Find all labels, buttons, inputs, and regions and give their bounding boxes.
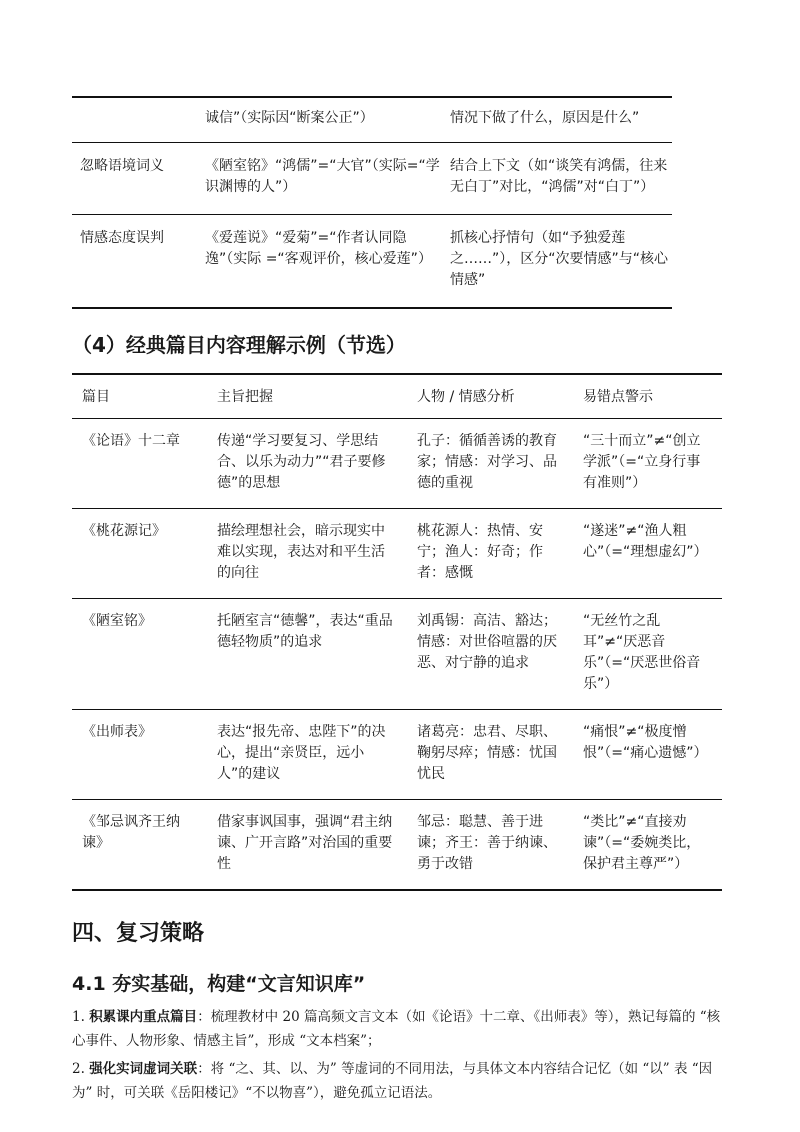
header-theme: 主旨把握 bbox=[207, 374, 407, 419]
list-item bbox=[72, 1057, 722, 1105]
pitfall-cell: “类比”≠“直接劝谏”（=“委婉类比，保护君主尊严”） bbox=[583, 814, 701, 872]
table-row bbox=[72, 419, 722, 509]
classic-texts-table bbox=[72, 373, 722, 891]
character-cell: 邹忌：聪慧、善于进谏；齐王：善于纳谏、勇于改错 bbox=[417, 814, 557, 872]
character-cell: 孔子：循循善诱的教育家；情感：对学习、品德的重视 bbox=[407, 419, 573, 509]
list-item-lead: 强化实词虚词关联 bbox=[89, 1061, 198, 1077]
title-cell: 《出师表》 bbox=[72, 710, 207, 800]
table-row bbox=[72, 599, 722, 710]
example-cell: 《爱莲说》“爱菊”=“作者认同隐逸”（实际 =“客观评价，核心爱莲”） bbox=[197, 215, 442, 309]
character-cell: 桃花源人：热情、安宁；渔人：好奇；作者：感慨 bbox=[407, 509, 573, 599]
subsection-4-1-heading: 4.1 夯实基础，构建“文言知识库” bbox=[72, 973, 366, 995]
section-4-heading: （4）经典篇目内容理解示例（节选） bbox=[72, 333, 406, 357]
table-header-row bbox=[72, 374, 722, 419]
pitfall-cell: “三十而立”≠“创立学派”（=“立身行事有准则”） bbox=[573, 419, 722, 509]
table-row bbox=[72, 710, 722, 800]
table-row bbox=[72, 509, 722, 599]
pitfall-cell: “遂迷”≠“渔人粗心”（=“理想虚幻”） bbox=[573, 509, 722, 599]
list-item-text: ：将 “之、其、以、为” 等虚词的不同用法，与具体文本内容结合记忆（如 “以” 表 “因为” 时，可关联《岳阳楼记》“不以物喜”），避免孤立记语法。 bbox=[72, 1061, 713, 1101]
theme-cell: 描绘理想社会，暗示现实中难以实现，表达对和平生活的向往 bbox=[207, 509, 407, 599]
header-title: 篇目 bbox=[72, 374, 207, 419]
method-cell: 结合上下文（如“谈笑有鸿儒，往来无白丁”对比，“鸿儒”对“白丁”） bbox=[442, 143, 672, 215]
list-number: 1. bbox=[72, 1009, 85, 1025]
table-row bbox=[72, 97, 672, 143]
review-strategy-heading: 四、复习策略 bbox=[72, 921, 205, 946]
example-cell: 诚信”（实际因“断案公正”） bbox=[205, 110, 374, 126]
list-number: 2. bbox=[72, 1061, 85, 1077]
title-cell: 《陋室铭》 bbox=[72, 599, 207, 710]
header-pitfall: 易错点警示 bbox=[573, 374, 722, 419]
character-cell: 诸葛亮：忠君、尽职、鞠躬尽瘁；情感：忧国忧民 bbox=[407, 710, 573, 800]
table-row bbox=[72, 800, 722, 891]
title-cell: 《论语》十二章 bbox=[72, 419, 207, 509]
list-item-lead: 积累课内重点篇目 bbox=[89, 1009, 198, 1025]
list-item bbox=[72, 1005, 722, 1053]
theme-cell: 传递“学习要复习、学思结合、以乐为动力”“君子要修德”的思想 bbox=[207, 419, 407, 509]
page bbox=[72, 96, 722, 1109]
error-type-cell: 忽略语境词义 bbox=[72, 143, 197, 215]
theme-cell: 借家事讽国事，强调“君主纳谏、广开言路”对治国的重要性 bbox=[217, 814, 393, 872]
title-cell: 《桃花源记》 bbox=[72, 509, 207, 599]
error-type-cell: 情感态度误判 bbox=[72, 215, 197, 309]
character-cell: 刘禹锡：高洁、豁达；情感：对世俗喧嚣的厌恶、对宁静的追求 bbox=[407, 599, 573, 710]
header-character: 人物 / 情感分析 bbox=[407, 374, 573, 419]
theme-cell: 表达“报先帝、忠陛下”的决心，提出“亲贤臣，远小人”的建议 bbox=[207, 710, 407, 800]
table-row bbox=[72, 215, 672, 309]
example-cell: 《陋室铭》“鸿儒”=“大官”（实际=“学识渊博的人”） bbox=[197, 143, 442, 215]
title-cell: 《邹忌讽齐王纳谏》 bbox=[82, 814, 180, 851]
table-row bbox=[72, 143, 672, 215]
pitfall-cell: “无丝竹之乱耳”≠“厌恶音乐”（=“厌恶世俗音乐”） bbox=[573, 599, 722, 710]
error-type-cell bbox=[72, 97, 197, 143]
method-cell: 抓核心抒情句（如“予独爱莲之……”），区分“次要情感”与“核心情感” bbox=[442, 215, 672, 309]
method-cell: 情况下做了什么，原因是什么” bbox=[450, 110, 640, 126]
pitfall-cell: “痛恨”≠“极度憎恨”（=“痛心遗憾”） bbox=[573, 710, 722, 800]
error-type-table-continued bbox=[72, 96, 672, 309]
list-item-text: ：梳理教材中 20 篇高频文言文本（如《论语》十二章、《出师表》等），熟记每篇的 “核心事件、人物形象、情感主旨”，形成 “文本档案”； bbox=[72, 1009, 721, 1049]
theme-cell: 托陋室言“德馨”，表达“重品德轻物质”的追求 bbox=[207, 599, 407, 710]
